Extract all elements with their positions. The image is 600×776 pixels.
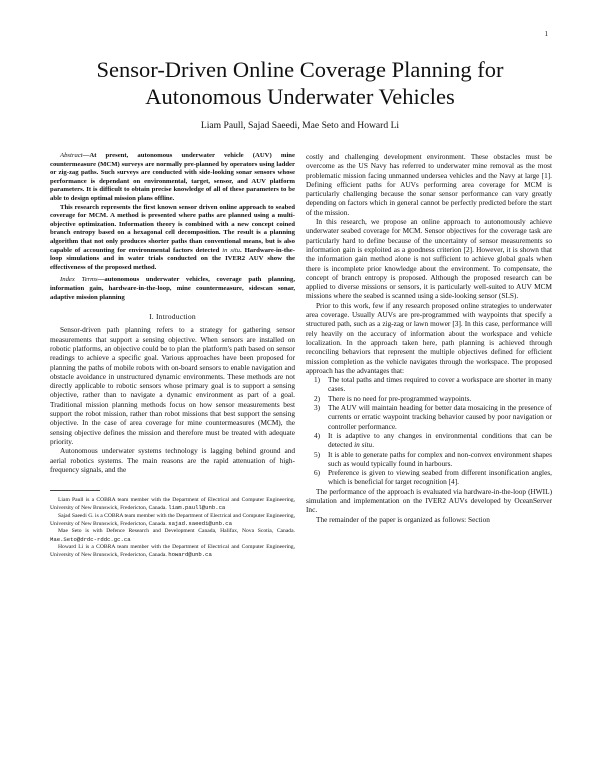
right-paragraph-3: Prior to this work, few if any research proposed online strategies to underwater area coverage. Usually AUVs are pre-programmed with waypoints that specify a structured path, such as a zig-zag or lawn mower [3]. In this case, performance will rely heavily on the accuracy of information about the workspace and vehicle localization. In the approach taken here, path planning is achieved through reconciling behaviors that represent the multiple objectives defined for efficient mission completion as the vehicle navigates through the workspace. The proposed approach has the advantages that:	[306, 300, 552, 375]
list-item	[306, 450, 552, 469]
footnote-2-email: sajad.saeedi@unb.ca	[168, 520, 232, 528]
footnote-4-email: howard@unb.ca	[168, 551, 212, 559]
index-terms-text: —autonomous underwater vehicles, coverage path planning, information gain, hardware-in-the-loop, mine countermeasure, sidescan sonar, adaptive mission planning	[50, 276, 295, 301]
list-item	[306, 431, 552, 450]
list-item-text: Preference is given to viewing seabed from different insonification angles, which is beneficial for target recognition [4].	[328, 468, 552, 487]
footnote-2-text: Sajad Saeedi G. is a COBRA team member with the Department of Electrical and Computer Engineering, University of New Brunswick, Fredericton, Canada.	[50, 512, 295, 528]
list-item-number: 5)	[314, 449, 321, 459]
abstract-text-1: —At present, autonomous underwater vehicle (AUV) mine countermeasure (MCM) surveys are normally pre-planned by operators using ladder or zig-zag paths. Such surveys are conducted with side-looking sonar sensors whose performance is dependant on environmental, target, sensor, and AUV platform parameters. It is difficult to obtain precise knowledge of all of these parameters to be able to design optimal mission plans offline.	[50, 152, 295, 202]
footnote-3	[50, 528, 295, 544]
footnote-4	[50, 544, 295, 560]
footnote-3-email: Mae.Seto@drdc-rddc.gc.ca	[50, 535, 131, 543]
footnote-3-text: Mae Seto is with Defence Research and Development Canada, Halifax, Nova Scotia, Canada.	[58, 528, 295, 535]
section-heading-introduction: I. Introduction	[149, 312, 196, 322]
footnote-4-text: Howard Li is a COBRA team member with the Department of Electrical and Computer Engineering, University of New Brunswick, Fredericton, Canada.	[50, 543, 295, 559]
paper-title: Sensor-Driven Online Coverage Planning for Autonomous Underwater Vehicles	[96, 57, 504, 109]
abstract-text-2b: . Hardware-in-the-loop simulations and in water trials conducted on the IVER2 AUV show the effectiveness of the proposed method.	[50, 246, 295, 271]
footnote-1	[50, 497, 295, 513]
list-item-number: 2)	[314, 393, 321, 403]
list-item	[306, 375, 552, 394]
abstract-paragraph-2	[50, 204, 295, 273]
abstract-paragraph-1	[50, 152, 295, 204]
right-paragraph-2: In this research, we propose an online approach to autonomously achieve underwater seabed coverage for MCM. Sensor objectives for the coverage task are particularly hard to define because of the uncertainty of sensor measurements so information gain is exploited as a goodness criterion [2]. However, it is shown that the information gain method alone is not sufficient to achieve global goals when there is incomplete prior knowledge about the environment. To compensate, the concept of branch entropy is proposed. Although the proposed research can be applied to diverse missions or sensors, it is particularly well-suited to AUV MCM missions where the seabed is scanned using a side-looking sensor (SLS).	[306, 217, 552, 301]
list-item-text: There is no need for pre-programmed waypoints.	[328, 393, 472, 403]
right-column	[306, 152, 552, 524]
list-item-number: 1)	[314, 375, 321, 385]
list-item-number: 6)	[314, 468, 321, 478]
index-terms-label: Index Terms	[60, 276, 98, 284]
footnote-2	[50, 513, 295, 529]
left-column	[50, 152, 295, 560]
intro-paragraph-1: Sensor-driven path planning refers to a strategy for gathering sensor measurements that support a sensing objective. When sensors are installed on robotic platforms, an objective could be to plan the platform's path based on sensor readings to achieve a specific goal. Various approaches have been proposed for planning the paths of mobile robots with on-board sensors to enable navigation and obstacle avoidance in unstructured dynamic environments. These methods are not directly applicable to robotic sensors whose primary goal is to support a sensing objective, rather than to navigate a dynamic environment as part of a goal. Traditional mission planning methods focus on how sensor measurements best support the robot mission, rather than robot missions that best support the sensing objective. In the case of area coverage for mine countermeasures (MCM), the sensing objective defines the mission and therefore must be treated with adequate priority.	[50, 325, 295, 446]
right-paragraph-1: costly and challenging development environment. These obstacles must be overcome as the US Navy has referred to underwater mine removal as the most problematic mission facing unmanned undersea vehicles and the Navy at large [1]. Defining efficient paths for AUVs performing area coverage for MCM is particularly challenging because the sonar sensor performance can vary greatly depending on factors which in general cannot be perfectly predicted before the start of the mission.	[306, 152, 552, 217]
abstract-in-situ: in situ	[222, 246, 241, 254]
right-paragraph-4: The performance of the approach is evaluated via hardware-in-the-loop (HWIL) simulation and implementation on the IVER2 AUVs developed by OceanServer Inc.	[306, 486, 552, 515]
list-item-text: The AUV will maintain heading for better data mosaicing in the presence of currents or erratic waypoint tracking behavior caused by poor navigation or controller performance.	[328, 403, 552, 431]
list-item-in-situ: in situ	[354, 440, 373, 450]
list-item-text-end: .	[372, 440, 375, 450]
page-number: 1	[544, 30, 548, 38]
footnote-divider	[50, 490, 100, 491]
right-paragraph-5: The remainder of the paper is organized as follows: Section	[316, 514, 490, 524]
list-item-number: 4)	[314, 430, 321, 440]
intro-paragraph-2: Autonomous underwater systems technology is lagging behind ground and aerial robotics systems. The main reasons are the rapid attenuation of high-frequency signals, and the	[50, 446, 295, 474]
list-item-text: It is able to generate paths for complex and non-convex environment shapes such as would typically found in harbours.	[328, 449, 552, 468]
footnote-1-text: Liam Paull is a COBRA team member with the Department of Electrical and Computer Engineering, University of New Brunswick, Fredericton, Canada.	[50, 497, 295, 512]
abstract-label: Abstract	[60, 152, 83, 159]
index-terms	[50, 276, 295, 302]
list-item-text: It is adaptive to any changes in environmental conditions that can be detected	[328, 430, 552, 450]
list-item	[306, 468, 552, 487]
list-item-number: 3)	[314, 403, 321, 413]
abstract-text-2a: This research represents the first known sensor driven online approach to seabed coverage for MCM. A method is presented where paths are planned using a multi-objective optimization. Information theory is combined with a new concept coined branch entropy based on a hexagonal cell decomposition. The result is a planning algorithm that not only produces shorter paths than conventional means, but is also capable of accounting for environmental factors detected	[50, 203, 295, 254]
list-item	[306, 394, 552, 403]
list-item-text: The total paths and times required to cover a workspace are shorter in many cases.	[328, 375, 552, 394]
advantages-list	[306, 375, 552, 487]
footnote-1-email: liam.paull@unb.ca	[168, 504, 226, 512]
list-item	[306, 403, 552, 431]
author-list: Liam Paull, Sajad Saeedi, Mae Seto and Howard Li	[200, 120, 400, 131]
